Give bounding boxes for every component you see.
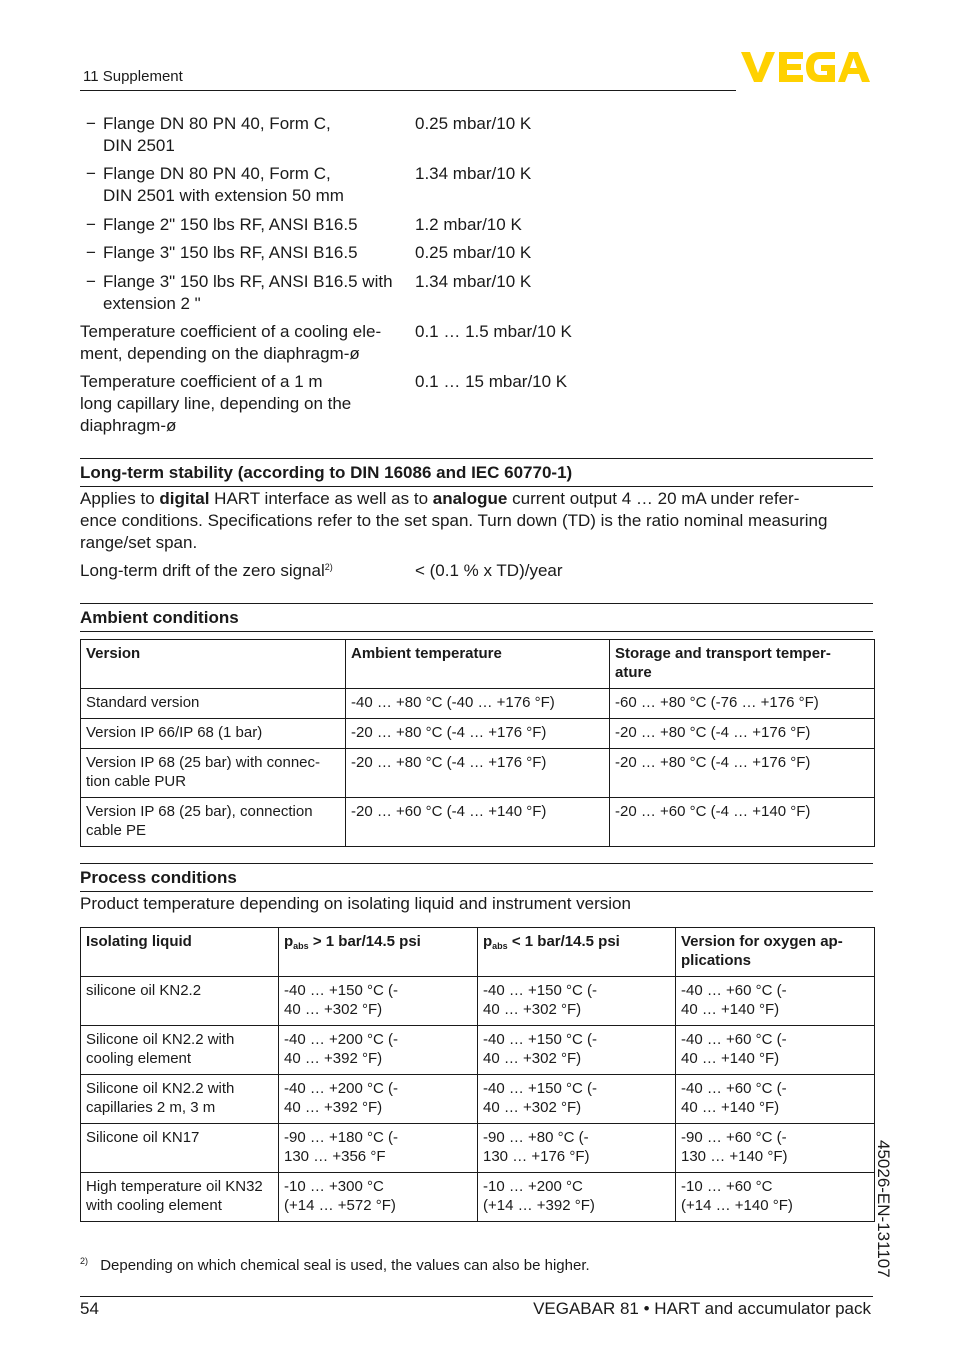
text-line: -10 … +60 °C	[681, 1178, 773, 1195]
text-line: 40 … +140 °F)	[681, 1099, 780, 1116]
table-cell	[279, 1173, 478, 1222]
text-line: 40 … +302 °F)	[483, 1099, 582, 1116]
flange-value: 0.25 mbar/10 K	[415, 243, 532, 262]
process-table	[80, 927, 875, 1222]
text-line: capillaries 2 m, 3 m	[86, 1099, 216, 1116]
text-line: -90 … +80 °C (-	[483, 1129, 589, 1146]
text-line: 130 … +140 °F)	[681, 1148, 788, 1165]
table-row	[81, 1124, 875, 1173]
flange-value: 1.34 mbar/10 K	[415, 272, 532, 291]
text-line: 40 … +302 °F)	[284, 1001, 383, 1018]
table-cell	[279, 1075, 478, 1124]
table-cell	[676, 1075, 875, 1124]
text-line: -90 … +180 °C (-	[284, 1129, 398, 1146]
text-line: -20 … +80 °C (-4 … +176 °F)	[615, 754, 811, 771]
ambient-header-cell	[610, 640, 875, 689]
text-line: -20 … +80 °C (-4 … +176 °F)	[615, 724, 811, 741]
table-cell	[279, 1124, 478, 1173]
text-line: -40 … +200 °C (-	[284, 1031, 398, 1048]
header-pabs-below: $p_{abs} < 1$ bar/14.5 psi	[478, 928, 676, 977]
coefficient-value: 0.1 … 1.5 mbar/10 K	[415, 322, 572, 341]
text-line: 40 … +392 °F)	[284, 1099, 383, 1116]
text-line: Flange DN 80 PN 40, Form C,	[103, 114, 331, 133]
text-line: Version IP 68 (25 bar) with connec-	[86, 754, 321, 771]
vega-logo	[741, 50, 873, 84]
text-line: extension 2 "	[103, 294, 201, 313]
text-line: 130 … +176 °F)	[483, 1148, 590, 1165]
flange-label	[103, 242, 358, 264]
table-cell	[478, 1075, 676, 1124]
table-cell	[346, 798, 610, 847]
flange-label	[103, 113, 331, 157]
ambient-table	[80, 639, 875, 847]
text-line: -40 … +150 °C (-	[483, 1080, 597, 1097]
table-cell	[610, 798, 875, 847]
text-line: cable PE	[86, 822, 147, 839]
text-line: -40 … +150 °C (-	[483, 982, 597, 999]
section-label: 11 Supplement	[83, 68, 183, 85]
text-line: 40 … +302 °F)	[483, 1050, 582, 1067]
vega-logo-letters	[741, 52, 870, 82]
text-line: 40 … +140 °F)	[681, 1050, 780, 1067]
coefficient-label	[80, 321, 381, 365]
list-dash: −	[86, 272, 96, 291]
text-line: -90 … +60 °C (-	[681, 1129, 787, 1146]
text-line: Storage and transport temper-	[615, 645, 831, 662]
text-line: with cooling element	[86, 1197, 222, 1214]
text-line: 40 … +392 °F)	[284, 1050, 383, 1067]
text-line: Flange 3" 150 lbs RF, ANSI B16.5	[103, 243, 358, 262]
flange-value: 0.25 mbar/10 K	[415, 114, 532, 133]
document-id: 45026-EN-131107	[874, 1140, 893, 1278]
flange-value: 1.34 mbar/10 K	[415, 164, 532, 183]
header-isolating-liquid: Isolating liquid	[81, 928, 279, 977]
flange-label	[103, 163, 344, 207]
text-line: ature	[615, 664, 652, 681]
flange-label	[103, 271, 393, 315]
text-line: 40 … +302 °F)	[483, 1001, 582, 1018]
table-cell	[478, 1124, 676, 1173]
ambient-heading: Ambient conditions	[80, 603, 873, 632]
table-row	[81, 1173, 875, 1222]
page-number: 54	[80, 1299, 99, 1318]
table-cell	[81, 1075, 279, 1124]
flange-value: 1.2 mbar/10 K	[415, 215, 522, 234]
coefficient-label	[80, 371, 351, 437]
text-line: Silicone oil KN2.2 with	[86, 1031, 235, 1048]
text-line: Ambient temperature	[351, 645, 502, 662]
table-cell	[478, 1026, 676, 1075]
process-heading: Process conditions	[80, 863, 873, 892]
text-line: (+14 … +392 °F)	[483, 1197, 595, 1214]
text-line: Standard version	[86, 694, 200, 711]
list-dash: −	[86, 215, 96, 234]
table-cell	[81, 977, 279, 1026]
text-line: Flange 3" 150 lbs RF, ANSI B16.5 with	[103, 272, 393, 291]
text-line: diaphragm-ø	[80, 416, 177, 435]
text-line: long capillary line, depending on the	[80, 394, 352, 413]
table-row	[81, 798, 875, 847]
text-line: -20 … +60 °C (-4 … +140 °F)	[351, 803, 547, 820]
text-line: plications	[681, 952, 752, 969]
table-cell	[346, 719, 610, 749]
table-cell	[81, 689, 346, 719]
table-cell	[478, 1173, 676, 1222]
text-line: ment, depending on the diaphragm-ø	[80, 344, 360, 363]
table-cell	[478, 977, 676, 1026]
table-row	[81, 977, 875, 1026]
text-line: -20 … +80 °C (-4 … +176 °F)	[351, 724, 547, 741]
stability-description: Applies to digital HART interface as well as to analogue current output 4 … 20 mA under refer- ence conditions. Specifications refer to the set span. Turn down (TD) is the ratio nominal measuring range/set span.	[80, 489, 828, 552]
table-cell	[676, 977, 875, 1026]
footer-rule	[80, 1296, 873, 1297]
text-line: -40 … +60 °C (-	[681, 982, 787, 999]
footnote-text: Depending on which chemical seal is used, the values can also be higher.	[100, 1257, 590, 1274]
footnote-mark: 2)	[80, 1256, 89, 1266]
text-line: (+14 … +140 °F)	[681, 1197, 793, 1214]
text-line: -40 … +200 °C (-	[284, 1080, 398, 1097]
text-line: High temperature oil KN32	[86, 1178, 263, 1195]
text-line: Flange DN 80 PN 40, Form C,	[103, 164, 331, 183]
table-cell	[346, 689, 610, 719]
text-line: Version IP 68 (25 bar), connection	[86, 803, 313, 820]
flange-label	[103, 214, 358, 236]
drift-label: Long-term drift of the zero signal$^{2)}$	[80, 561, 333, 580]
table-cell	[81, 749, 346, 798]
text-line: Temperature coefficient of a 1 m	[80, 372, 323, 391]
ambient-header-cell	[346, 640, 610, 689]
text-line: Flange 2" 150 lbs RF, ANSI B16.5	[103, 215, 358, 234]
text-line: silicone oil KN2.2	[86, 982, 202, 999]
list-dash: −	[86, 164, 96, 183]
table-row	[81, 749, 875, 798]
header-oxygen-version	[676, 928, 875, 977]
text-line: 130 … +356 °F	[284, 1148, 386, 1165]
text-line: -60 … +80 °C (-76 … +176 °F)	[615, 694, 819, 711]
table-cell	[81, 798, 346, 847]
table-row	[81, 1026, 875, 1075]
table-row	[81, 1075, 875, 1124]
text-line: -10 … +200 °C	[483, 1178, 583, 1195]
text-line: -20 … +80 °C (-4 … +176 °F)	[351, 754, 547, 771]
text-line: -20 … +60 °C (-4 … +140 °F)	[615, 803, 811, 820]
table-cell	[81, 719, 346, 749]
text-line: Temperature coefficient of a cooling ele-	[80, 322, 382, 341]
text-line: cooling element	[86, 1050, 192, 1067]
process-header-row	[81, 928, 875, 977]
table-cell	[610, 749, 875, 798]
stability-heading: Long-term stability (according to DIN 16086 and IEC 60770-1)	[80, 458, 873, 487]
table-cell	[610, 689, 875, 719]
table-cell	[279, 977, 478, 1026]
process-intro: Product temperature depending on isolating liquid and instrument version	[80, 894, 631, 913]
text-line: -10 … +300 °C	[284, 1178, 384, 1195]
list-dash: −	[86, 243, 96, 262]
table-cell	[81, 1173, 279, 1222]
text-line: 40 … +140 °F)	[681, 1001, 780, 1018]
table-row	[81, 719, 875, 749]
table-row	[81, 689, 875, 719]
table-cell	[676, 1124, 875, 1173]
coefficient-value: 0.1 … 15 mbar/10 K	[415, 372, 568, 391]
text-line: -40 … +60 °C (-	[681, 1080, 787, 1097]
table-cell	[676, 1173, 875, 1222]
footnote	[80, 1257, 590, 1274]
ambient-header-row	[81, 640, 875, 689]
text-line: -40 … +150 °C (-	[483, 1031, 597, 1048]
table-cell	[346, 749, 610, 798]
text-line: Silicone oil KN17	[86, 1129, 200, 1146]
text-line: -40 … +80 °C (-40 … +176 °F)	[351, 694, 555, 711]
product-name: VEGABAR 81 • HART and accumulator pack	[533, 1299, 871, 1318]
table-cell	[676, 1026, 875, 1075]
drift-value: < (0.1 % x TD)/year	[415, 561, 563, 580]
text-line: (+14 … +572 °F)	[284, 1197, 396, 1214]
text-line: DIN 2501	[103, 136, 175, 155]
text-line: -40 … +60 °C (-	[681, 1031, 787, 1048]
text-line: Silicone oil KN2.2 with	[86, 1080, 235, 1097]
header-rule	[80, 90, 736, 91]
ambient-header-cell	[81, 640, 346, 689]
text-line: Version for oxygen ap-	[681, 933, 843, 950]
table-cell	[610, 719, 875, 749]
text-line: -40 … +150 °C (-	[284, 982, 398, 999]
list-dash: −	[86, 114, 96, 133]
header-pabs-above: $p_{abs} > 1$ bar/14.5 psi	[279, 928, 478, 977]
table-cell	[279, 1026, 478, 1075]
text-line: Version	[86, 645, 141, 662]
text-line: tion cable PUR	[86, 773, 187, 790]
text-line: DIN 2501 with extension 50 mm	[103, 186, 344, 205]
table-cell	[81, 1026, 279, 1075]
text-line: Version IP 66/IP 68 (1 bar)	[86, 724, 263, 741]
table-cell	[81, 1124, 279, 1173]
